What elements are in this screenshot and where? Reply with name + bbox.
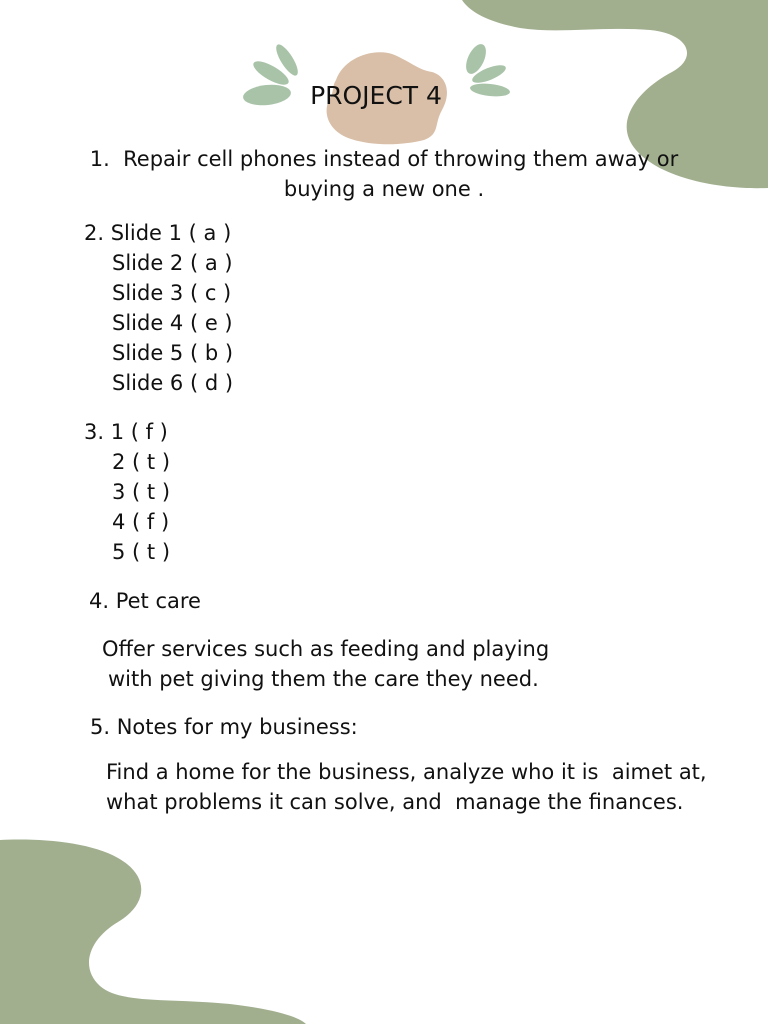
q3-label: 3. 1 ( f ) — [84, 420, 168, 444]
q2-label: 2. Slide 1 ( a ) — [84, 221, 232, 245]
q2-slide-list — [112, 248, 233, 398]
list-item: 4 ( f ) — [112, 510, 170, 534]
list-item: Slide 2 ( a ) — [112, 251, 233, 275]
q1-line-2: buying a new one . — [283, 177, 485, 201]
list-item: 2 ( t ) — [112, 450, 171, 474]
list-item: Slide 4 ( e ) — [112, 311, 233, 335]
q3-answer-list — [112, 447, 170, 567]
list-item: Slide 3 ( c ) — [112, 281, 232, 305]
bottom-left-blob — [0, 840, 306, 1024]
q1-line-1: 1. Repair cell phones instead of throwing them away or — [89, 147, 679, 171]
list-item: 5 ( t ) — [112, 540, 171, 564]
q5-line-1: Find a home for the business, analyze who it is aimet at, — [106, 760, 707, 784]
page-title: PROJECT 4 — [310, 81, 442, 110]
q4-line-2: with pet giving them the care they need. — [108, 667, 539, 691]
list-item: Slide 5 ( b ) — [112, 341, 234, 365]
list-item: Slide 6 ( d ) — [112, 371, 234, 395]
q5-label: 5. Notes for my business: — [90, 715, 358, 739]
q4-label: 4. Pet care — [89, 589, 201, 613]
list-item: 3 ( t ) — [112, 480, 171, 504]
q5-line-2: what problems it can solve, and manage the finances. — [106, 790, 684, 814]
q4-line-1: Offer services such as feeding and playing — [102, 637, 550, 661]
